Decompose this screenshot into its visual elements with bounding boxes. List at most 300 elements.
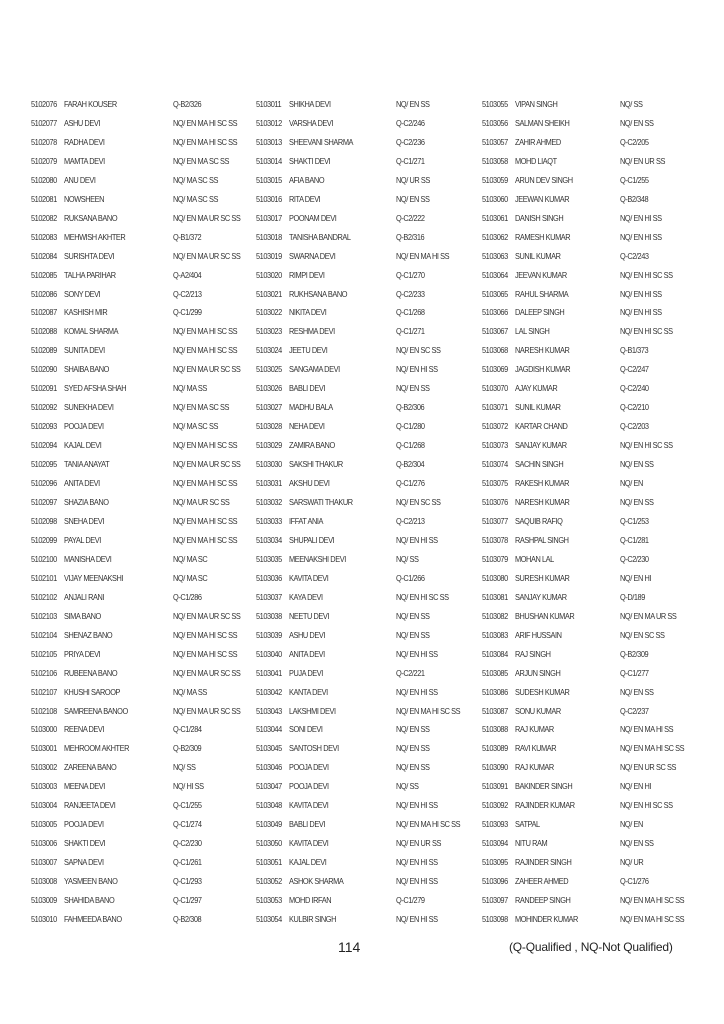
- roll-number: 5103012: [256, 117, 282, 128]
- roll-number: 5103086: [482, 686, 508, 697]
- candidate-name: SAKSHI THAKUR: [289, 459, 343, 470]
- roll-number: 5103097: [482, 895, 508, 906]
- roll-number: 5103044: [256, 724, 282, 735]
- roll-number: 5102090: [31, 364, 57, 375]
- result-status: NQ/ EN HI SS: [396, 857, 438, 868]
- roll-number: 5103074: [482, 459, 508, 470]
- result-status: NQ/ SS: [173, 762, 196, 773]
- result-status: NQ/ MA SC: [173, 572, 208, 583]
- result-status: Q-B2/304: [396, 459, 425, 470]
- candidate-name: SANTOSH DEVI: [289, 743, 339, 754]
- candidate-name: ARUN DEV SINGH: [515, 174, 573, 185]
- roll-number: 5102091: [31, 383, 57, 394]
- roll-number: 5103045: [256, 743, 282, 754]
- roll-number: 5103004: [31, 800, 57, 811]
- roll-number: 5102080: [31, 174, 57, 185]
- roll-number: 5103085: [482, 667, 508, 678]
- roll-number: 5103057: [482, 136, 508, 147]
- roll-number: 5103065: [482, 288, 508, 299]
- roll-number: 5103096: [482, 876, 508, 887]
- roll-number: 5103009: [31, 895, 57, 906]
- candidate-name: SANJAY KUMAR: [515, 591, 567, 602]
- candidate-name: FAHMEEDA BANO: [64, 913, 122, 924]
- result-status: NQ/ EN MA HI SS: [396, 250, 450, 261]
- result-status: Q-C1/284: [173, 724, 202, 735]
- candidate-name: SONY DEVI: [64, 288, 101, 299]
- result-status: Q-C1/293: [173, 876, 202, 887]
- roll-number: 5102083: [31, 231, 57, 242]
- result-status: Q-C2/230: [173, 838, 202, 849]
- roll-number: 5102089: [31, 345, 57, 356]
- roll-number: 5103021: [256, 288, 282, 299]
- candidate-name: POONAM DEVI: [289, 212, 337, 223]
- roll-number: 5103046: [256, 762, 282, 773]
- candidate-name: TANIA ANAYAT: [64, 459, 110, 470]
- result-status: Q-C1/255: [620, 174, 649, 185]
- roll-number: 5103055: [482, 99, 508, 109]
- candidate-name: MEHROOM AKHTER: [64, 743, 130, 754]
- roll-number: 5103036: [256, 572, 282, 583]
- roll-number: 5103064: [482, 269, 508, 280]
- roll-number: 5102096: [31, 478, 57, 489]
- candidate-name: POOJA DEVI: [64, 421, 104, 432]
- candidate-name: MOHINDER KUMAR: [515, 913, 578, 924]
- candidate-name: TANISHA BANDRAL: [289, 231, 351, 242]
- roll-number: 5103041: [256, 667, 282, 678]
- roll-number: 5103002: [31, 762, 57, 773]
- result-status: Q-C1/271: [396, 155, 425, 166]
- candidate-name: REENA DEVI: [64, 724, 105, 735]
- roll-number: 5102103: [31, 610, 57, 621]
- candidate-name: RANJEETA DEVI: [64, 800, 116, 811]
- candidate-name: JEEVAN KUMAR: [515, 269, 567, 280]
- candidate-name: MOHD LIAQT: [515, 155, 557, 166]
- result-status: NQ/ EN SS: [396, 762, 430, 773]
- candidate-name: ANU DEVI: [64, 174, 96, 185]
- roll-number: 5102085: [31, 269, 57, 280]
- roll-number: 5103014: [256, 155, 282, 166]
- roll-number: 5102098: [31, 515, 57, 526]
- candidate-name: KAJAL DEVI: [64, 440, 102, 451]
- candidate-name: KAYA DEVI: [289, 591, 323, 602]
- roll-number: 5103072: [482, 421, 508, 432]
- candidate-name: VIJAY MEENAKSHI: [64, 572, 123, 583]
- candidate-name: SHAIBA BANO: [64, 364, 109, 375]
- roll-number: 5103027: [256, 402, 282, 413]
- result-status: NQ/ EN HI SS: [396, 800, 438, 811]
- roll-number: 5102097: [31, 497, 57, 508]
- result-status: NQ/ EN SS: [396, 99, 430, 109]
- result-status: NQ/ EN MA HI SC SS: [173, 136, 238, 147]
- candidate-name: TALHA PARIHAR: [64, 269, 116, 280]
- result-status: Q-B2/306: [396, 402, 425, 413]
- roll-number: 5102082: [31, 212, 57, 223]
- candidate-name: MEHWISH AKHTER: [64, 231, 126, 242]
- result-status: Q-C2/205: [620, 136, 649, 147]
- roll-number: 5103024: [256, 345, 282, 356]
- candidate-name: YASMEEN BANO: [64, 876, 118, 887]
- roll-number: 5103026: [256, 383, 282, 394]
- roll-number: 5103094: [482, 838, 508, 849]
- result-status: Q-C1/266: [396, 572, 425, 583]
- roll-number: 5103092: [482, 800, 508, 811]
- candidate-name: MOHAN LAL: [515, 553, 554, 564]
- candidate-name: KAVITA DEVI: [289, 800, 329, 811]
- candidate-name: SHUPALI DEVI: [289, 534, 335, 545]
- result-status: Q-C2/221: [396, 667, 425, 678]
- candidate-name: SAPNA DEVI: [64, 857, 104, 868]
- candidate-name: JAGDISH KUMAR: [515, 364, 571, 375]
- result-status: Q-C1/276: [396, 478, 425, 489]
- candidate-name: ASHU DEVI: [64, 117, 100, 128]
- candidate-name: SYED AFSHA SHAH: [64, 383, 127, 394]
- result-status: NQ/ MA SC SS: [173, 421, 218, 432]
- roll-number: 5103033: [256, 515, 282, 526]
- result-status: Q-B1/372: [173, 231, 202, 242]
- candidate-name: RAHUL SHARMA: [515, 288, 569, 299]
- roll-number: 5103053: [256, 895, 282, 906]
- candidate-name: NITU RAM: [515, 838, 548, 849]
- candidate-name: SURISHTA DEVI: [64, 250, 115, 261]
- candidate-name: RESHMA DEVI: [289, 326, 335, 337]
- roll-number: 5103082: [482, 610, 508, 621]
- roll-number: 5102101: [31, 572, 57, 583]
- roll-number: 5103093: [482, 819, 508, 830]
- result-status: Q-C2/237: [620, 705, 649, 716]
- candidate-name: VARSHA DEVI: [289, 117, 334, 128]
- roll-number: 5103025: [256, 364, 282, 375]
- result-status: NQ/ SS: [620, 99, 643, 109]
- candidate-name: MOHD IRFAN: [289, 895, 332, 906]
- candidate-name: SIMA BANO: [64, 610, 101, 621]
- candidate-name: POOJA DEVI: [64, 819, 104, 830]
- candidate-name: SHAKTI DEVI: [64, 838, 106, 849]
- result-status: Q-B2/326: [173, 99, 202, 109]
- candidate-name: SHEEVANI SHARMA: [289, 136, 354, 147]
- result-status: NQ/ EN HI SS: [396, 686, 438, 697]
- candidate-name: RAJINDER SINGH: [515, 857, 572, 868]
- candidate-name: IFFAT ANIA: [289, 515, 324, 526]
- roll-number: 5103029: [256, 440, 282, 451]
- result-status: NQ/ EN UR SS: [396, 838, 441, 849]
- result-status: Q-D/189: [620, 591, 645, 602]
- result-status: NQ/ EN SS: [396, 724, 430, 735]
- candidate-name: RANDEEP SINGH: [515, 895, 571, 906]
- result-status: Q-C1/271: [396, 326, 425, 337]
- roll-number: 5103001: [31, 743, 57, 754]
- result-status: NQ/ EN UR SC SS: [620, 762, 676, 773]
- candidate-name: SALMAN SHEIKH: [515, 117, 570, 128]
- result-status: Q-C1/286: [173, 591, 202, 602]
- roll-number: 5103007: [31, 857, 57, 868]
- roll-number: 5103078: [482, 534, 508, 545]
- roll-number: 5103030: [256, 459, 282, 470]
- candidate-name: SHAHIDA BANO: [64, 895, 115, 906]
- roll-number: 5102104: [31, 629, 57, 640]
- result-status: NQ/ EN SS: [396, 193, 430, 204]
- result-status: NQ/ EN SS: [396, 743, 430, 754]
- candidate-name: DALEEP SINGH: [515, 307, 565, 318]
- result-status: Q-B2/348: [620, 193, 649, 204]
- candidate-name: AJAY KUMAR: [515, 383, 558, 394]
- candidate-name: SONU KUMAR: [515, 705, 561, 716]
- result-status: NQ/ EN SS: [396, 629, 430, 640]
- roll-number: 5102079: [31, 155, 57, 166]
- roll-number: 5103015: [256, 174, 282, 185]
- roll-number: 5103038: [256, 610, 282, 621]
- result-status: NQ/ EN HI: [620, 781, 652, 792]
- result-status: NQ/ UR: [620, 857, 644, 868]
- roll-number: 5103066: [482, 307, 508, 318]
- result-status: NQ/ EN MA HI SC SS: [173, 515, 238, 526]
- roll-number: 5103010: [31, 913, 57, 924]
- candidate-name: KULBIR SINGH: [289, 913, 337, 924]
- result-status: NQ/ EN MA HI SS: [620, 724, 674, 735]
- result-status: NQ/ EN MA HI SC SS: [173, 326, 238, 337]
- result-status: NQ/ MA SS: [173, 686, 207, 697]
- result-status: NQ/ EN SC SS: [396, 497, 441, 508]
- roll-number: 5103054: [256, 913, 282, 924]
- roll-number: 5103005: [31, 819, 57, 830]
- roll-number: 5103042: [256, 686, 282, 697]
- roll-number: 5102078: [31, 136, 57, 147]
- result-status: NQ/ MA SS: [173, 383, 207, 394]
- roll-number: 5103091: [482, 781, 508, 792]
- roll-number: 5103032: [256, 497, 282, 508]
- result-status: NQ/ EN MA UR SC SS: [173, 364, 241, 375]
- result-status: Q-B2/309: [620, 648, 649, 659]
- roll-number: 5102099: [31, 534, 57, 545]
- result-status: Q-C1/280: [396, 421, 425, 432]
- result-status: Q-C2/247: [620, 364, 649, 375]
- result-status: Q-C1/270: [396, 269, 425, 280]
- result-status: NQ/ EN MA HI SC SS: [173, 117, 238, 128]
- candidate-name: AKSHU DEVI: [289, 478, 330, 489]
- result-status: Q-C2/222: [396, 212, 425, 223]
- roll-number: 5103028: [256, 421, 282, 432]
- roll-number: 5103098: [482, 913, 508, 924]
- roll-number: 5102086: [31, 288, 57, 299]
- candidate-name: RAMESH KUMAR: [515, 231, 571, 242]
- roll-number: 5103059: [482, 174, 508, 185]
- roll-number: 5103058: [482, 155, 508, 166]
- roll-number: 5103070: [482, 383, 508, 394]
- roll-number: 5103084: [482, 648, 508, 659]
- candidate-name: SWARNA DEVI: [289, 250, 336, 261]
- roll-number: 5102095: [31, 459, 57, 470]
- roll-number: 5103011: [256, 99, 282, 109]
- candidate-name: RITA DEVI: [289, 193, 321, 204]
- candidate-name: AFIA BANO: [289, 174, 325, 185]
- roll-number: 5103031: [256, 478, 282, 489]
- roll-number: 5103023: [256, 326, 282, 337]
- result-status: Q-C1/297: [173, 895, 202, 906]
- roll-number: 5102081: [31, 193, 57, 204]
- result-status: NQ/ SS: [396, 553, 419, 564]
- roll-number: 5103088: [482, 724, 508, 735]
- result-status: Q-C2/210: [620, 402, 649, 413]
- result-status: NQ/ EN HI SC SS: [620, 326, 673, 337]
- roll-number: 5103000: [31, 724, 57, 735]
- result-status: NQ/ EN: [620, 819, 643, 830]
- result-status: NQ/ EN SS: [396, 610, 430, 621]
- candidate-name: SAQUIB RAFIQ: [515, 515, 563, 526]
- result-status: NQ/ EN HI: [620, 572, 652, 583]
- result-status: NQ/ EN MA HI SC SS: [173, 629, 238, 640]
- result-status: NQ/ EN SS: [620, 686, 654, 697]
- candidate-name: NIKITA DEVI: [289, 307, 327, 318]
- candidate-name: JEETU DEVI: [289, 345, 328, 356]
- candidate-name: RAJINDER KUMAR: [515, 800, 575, 811]
- roll-number: 5102094: [31, 440, 57, 451]
- result-status: NQ/ EN MA HI SC SS: [173, 345, 238, 356]
- candidate-name: JEEWAN KUMAR: [515, 193, 570, 204]
- result-status: NQ/ EN SS: [620, 838, 654, 849]
- candidate-name: RASHPAL SINGH: [515, 534, 569, 545]
- candidate-name: NARESH KUMAR: [515, 345, 570, 356]
- roll-number: 5102088: [31, 326, 57, 337]
- candidate-name: NEETU DEVI: [289, 610, 330, 621]
- candidate-name: RUKSANA BANO: [64, 212, 118, 223]
- candidate-name: SUNIL KUMAR: [515, 402, 561, 413]
- candidate-name: KARTAR CHAND: [515, 421, 568, 432]
- result-status: Q-C1/268: [396, 307, 425, 318]
- candidate-name: SHAKTI DEVI: [289, 155, 331, 166]
- roll-number: 5103020: [256, 269, 282, 280]
- candidate-name: SANJAY KUMAR: [515, 440, 567, 451]
- roll-number: 5103060: [482, 193, 508, 204]
- result-status: NQ/ UR SS: [396, 174, 430, 185]
- result-status: NQ/ EN HI SC SS: [620, 269, 673, 280]
- roll-number: 5102076: [31, 99, 57, 109]
- roll-number: 5103081: [482, 591, 508, 602]
- result-status: NQ/ EN MA HI SC SS: [620, 913, 685, 924]
- candidate-name: PAYAL DEVI: [64, 534, 101, 545]
- candidate-name: MEENAKSHI DEVI: [289, 553, 346, 564]
- roll-number: 5103051: [256, 857, 282, 868]
- candidate-name: KAVITA DEVI: [289, 572, 329, 583]
- candidate-name: SHAZIA BANO: [64, 497, 109, 508]
- result-status: Q-C1/253: [620, 515, 649, 526]
- result-status: NQ/ EN MA SC SS: [173, 402, 229, 413]
- roll-number: 5103076: [482, 497, 508, 508]
- result-status: Q-C2/246: [396, 117, 425, 128]
- roll-number: 5103043: [256, 705, 282, 716]
- result-status: Q-C1/274: [173, 819, 202, 830]
- roll-number: 5103022: [256, 307, 282, 318]
- candidate-name: RIMPI DEVI: [289, 269, 325, 280]
- roll-number: 5103068: [482, 345, 508, 356]
- result-status: Q-C1/277: [620, 667, 649, 678]
- candidate-name: SUNEKHA DEVI: [64, 402, 114, 413]
- result-status: NQ/ EN MA UR SC SS: [173, 250, 241, 261]
- candidate-name: ZAREENA BANO: [64, 762, 117, 773]
- result-status: NQ/ EN HI SS: [620, 307, 662, 318]
- result-status: NQ/ EN SS: [620, 497, 654, 508]
- candidate-name: ZAHEER AHMED: [515, 876, 569, 887]
- candidate-name: NEHA DEVI: [289, 421, 325, 432]
- candidate-name: RUBEENA BANO: [64, 667, 118, 678]
- result-status: NQ/ EN HI SS: [620, 231, 662, 242]
- result-status: Q-C2/203: [620, 421, 649, 432]
- roll-number: 5103040: [256, 648, 282, 659]
- candidate-name: SANGAMA DEVI: [289, 364, 340, 375]
- page-number: 114: [338, 939, 361, 955]
- roll-number: 5103039: [256, 629, 282, 640]
- result-status: Q-C1/276: [620, 876, 649, 887]
- result-status: NQ/ EN MA UR SC SS: [173, 705, 241, 716]
- result-status: NQ/ EN HI SS: [396, 876, 438, 887]
- candidate-name: SONI DEVI: [289, 724, 323, 735]
- candidate-name: MANISHA DEVI: [64, 553, 112, 564]
- result-status: NQ/ EN MA UR SC SS: [173, 459, 241, 470]
- candidate-name: SHIKHA DEVI: [289, 99, 331, 109]
- roll-number: 5102087: [31, 307, 57, 318]
- candidate-name: SUNITA DEVI: [64, 345, 105, 356]
- result-status: NQ/ MA UR SC SS: [173, 497, 230, 508]
- roll-number: 5103080: [482, 572, 508, 583]
- roll-number: 5103067: [482, 326, 508, 337]
- result-status: NQ/ MA SC SS: [173, 174, 218, 185]
- candidate-name: BHUSHAN KUMAR: [515, 610, 575, 621]
- candidate-name: SARSWATI THAKUR: [289, 497, 353, 508]
- candidate-name: LAKSHMI DEVI: [289, 705, 336, 716]
- result-status: NQ/ EN MA UR SC SS: [173, 667, 241, 678]
- candidate-name: MAMTA DEVI: [64, 155, 105, 166]
- roll-number: 5103061: [482, 212, 508, 223]
- roll-number: 5103075: [482, 478, 508, 489]
- result-status: Q-C2/240: [620, 383, 649, 394]
- candidate-name: SUDESH KUMAR: [515, 686, 570, 697]
- roll-number: 5103073: [482, 440, 508, 451]
- candidate-name: KANTA DEVI: [289, 686, 328, 697]
- candidate-name: KHUSHI SAROOP: [64, 686, 121, 697]
- candidate-name: PUJA DEVI: [289, 667, 323, 678]
- candidate-name: PRIYA DEVI: [64, 648, 101, 659]
- result-status: NQ/ EN MA HI SC SS: [396, 819, 461, 830]
- candidate-name: ASHOK SHARMA: [289, 876, 344, 887]
- roll-number: 5103090: [482, 762, 508, 773]
- result-status: NQ/ SS: [396, 781, 419, 792]
- roll-number: 5103017: [256, 212, 282, 223]
- candidate-name: SNEHA DEVI: [64, 515, 105, 526]
- roll-number: 5103083: [482, 629, 508, 640]
- candidate-name: BABLI DEVI: [289, 819, 325, 830]
- result-status: NQ/ EN MA HI SC SS: [173, 440, 238, 451]
- candidate-name: SACHIN SINGH: [515, 459, 564, 470]
- candidate-name: FARAH KOUSER: [64, 99, 117, 109]
- roll-number: 5102107: [31, 686, 57, 697]
- roll-number: 5103095: [482, 857, 508, 868]
- candidate-name: VIPAN SINGH: [515, 99, 558, 109]
- result-status: NQ/ MA SC SS: [173, 193, 218, 204]
- result-status: NQ/ EN MA UR SC SS: [173, 212, 241, 223]
- result-status: Q-B2/309: [173, 743, 202, 754]
- roll-number: 5102092: [31, 402, 57, 413]
- result-status: Q-B2/316: [396, 231, 425, 242]
- candidate-name: KAJAL DEVI: [289, 857, 327, 868]
- result-status: Q-C1/268: [396, 440, 425, 451]
- result-status: Q-A2/404: [173, 269, 202, 280]
- result-status: NQ/ EN HI SS: [620, 288, 662, 299]
- roll-number: 5103079: [482, 553, 508, 564]
- result-status: NQ/ EN SS: [620, 459, 654, 470]
- candidate-name: SATPAL: [515, 819, 540, 830]
- roll-number: 5103018: [256, 231, 282, 242]
- roll-number: 5103049: [256, 819, 282, 830]
- roll-number: 5103056: [482, 117, 508, 128]
- result-status: Q-C2/233: [396, 288, 425, 299]
